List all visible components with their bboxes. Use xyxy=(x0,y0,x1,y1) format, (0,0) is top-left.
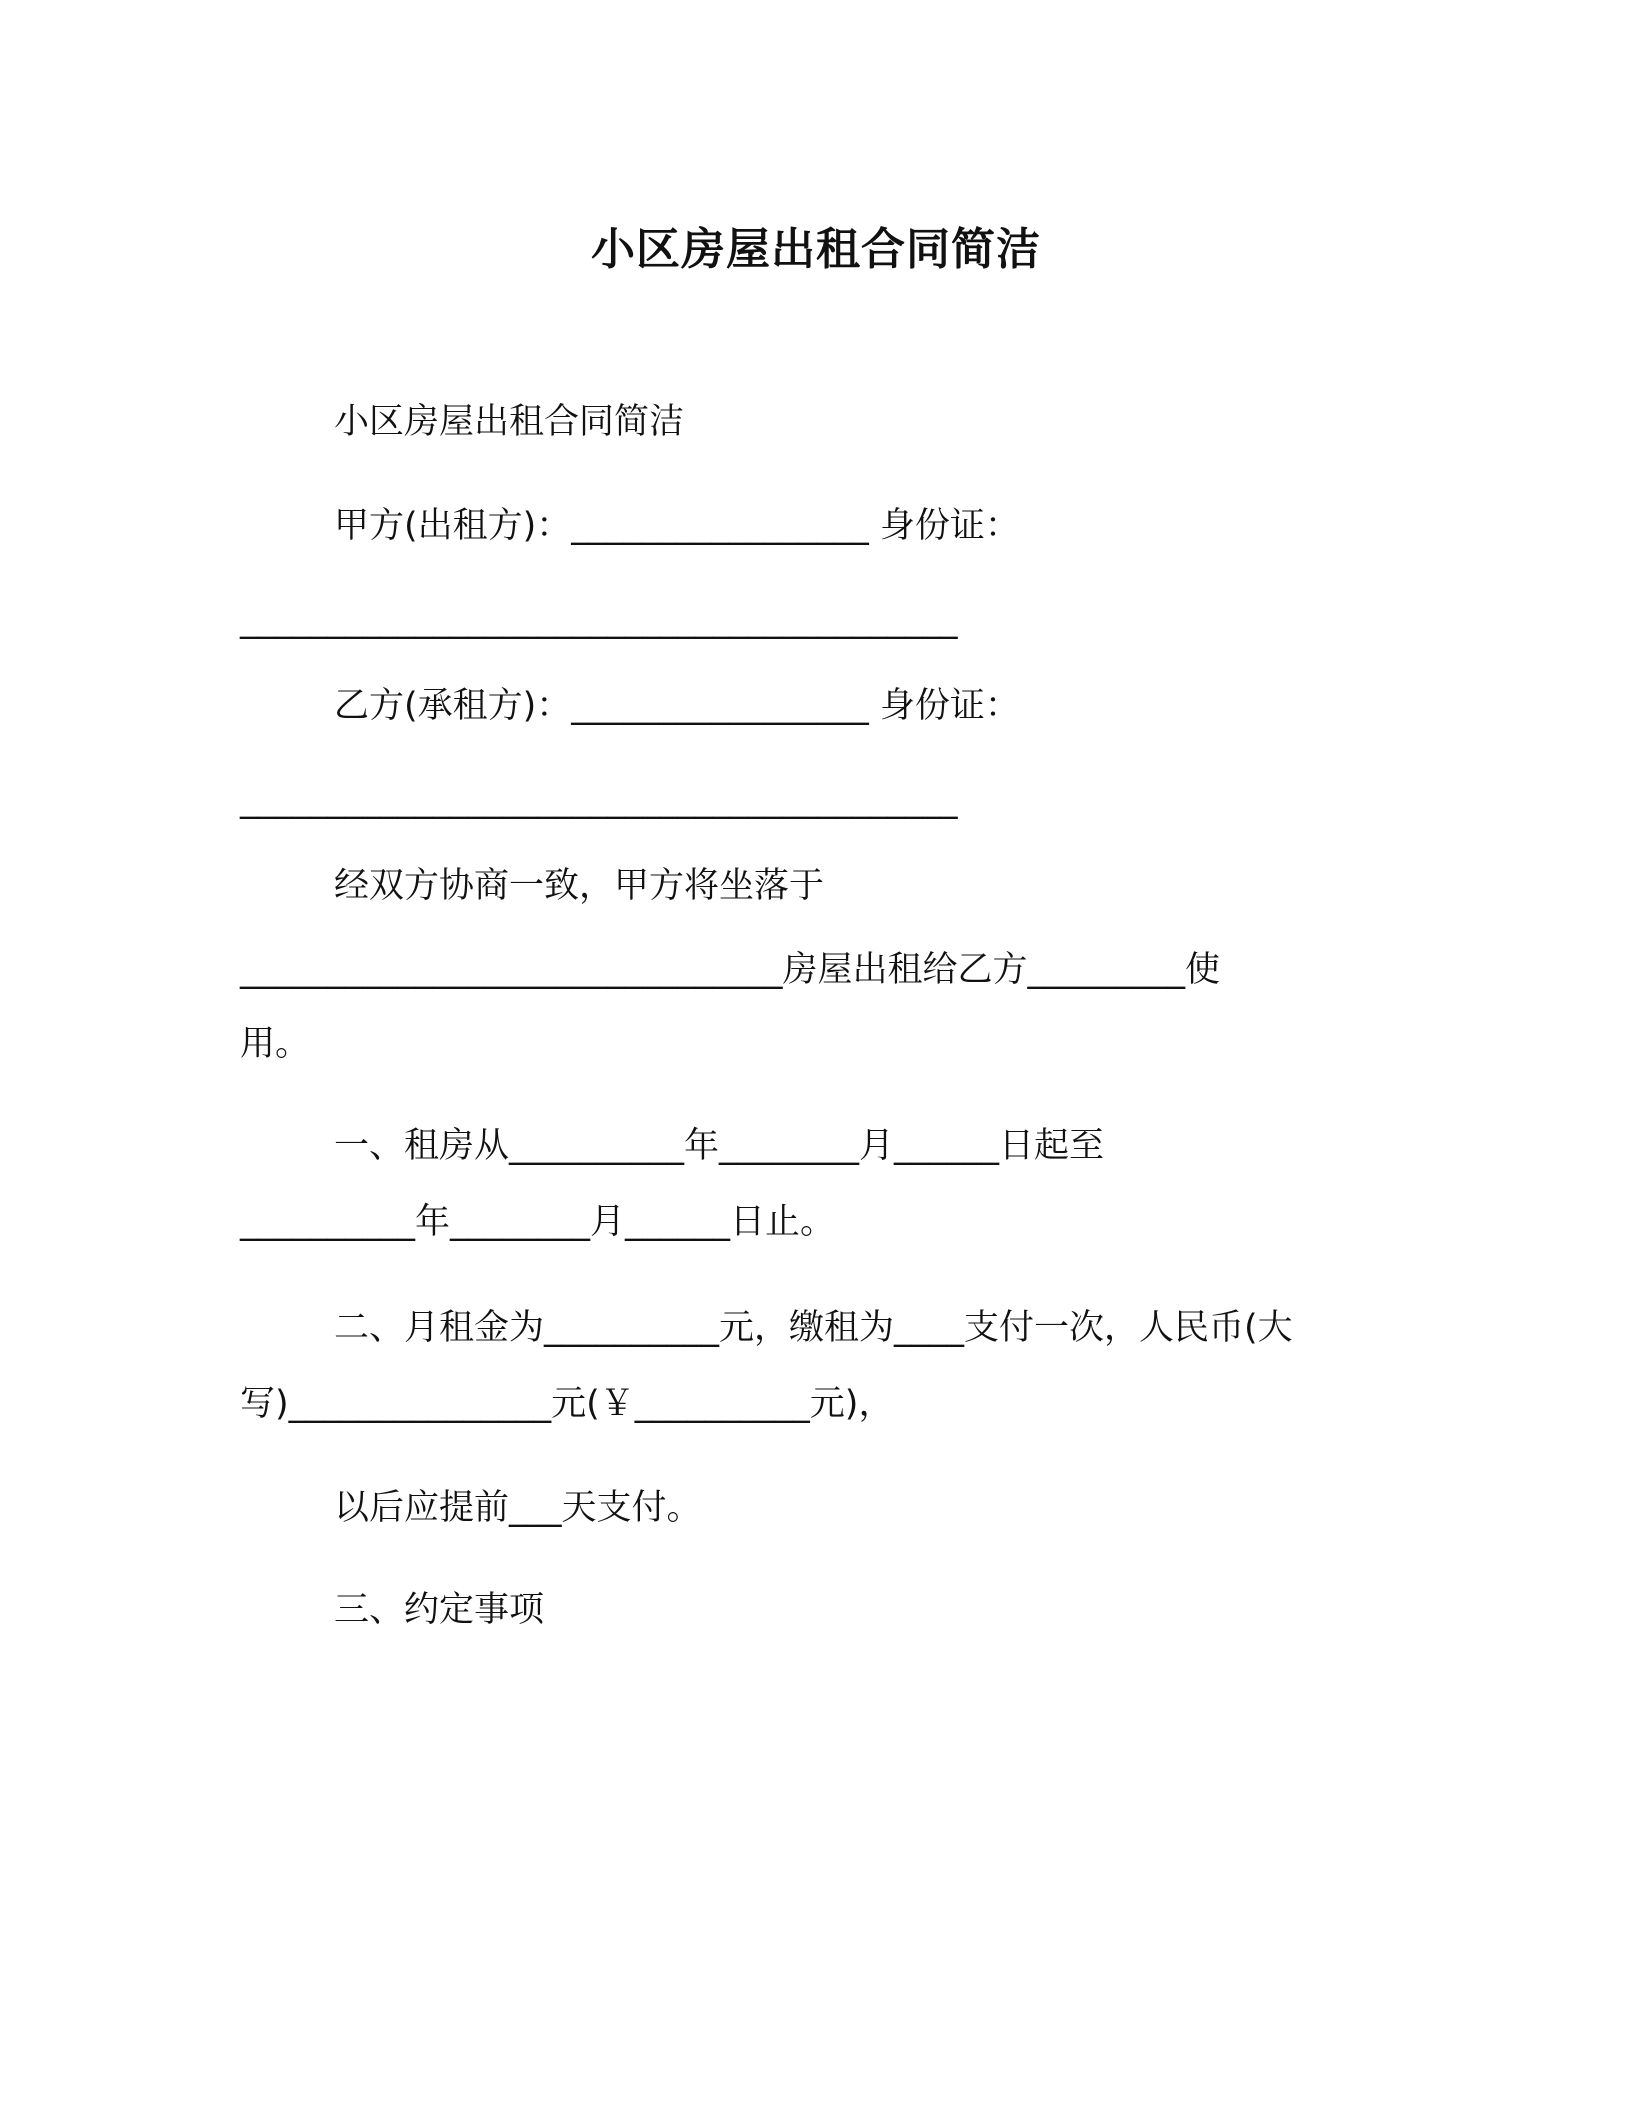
subtitle-line: 小区房屋出租合同简洁 xyxy=(334,402,685,442)
clause-2-line-2: 写)_______________元(￥__________元)， xyxy=(240,1384,894,1424)
party-a-line: 甲方(出租方)：_________________ 身份证： xyxy=(334,506,1020,546)
clause-1-line-1: 一、租房从__________年________月______日起至 xyxy=(334,1126,1105,1166)
clause-3-heading: 三、约定事项 xyxy=(334,1590,545,1630)
clause-1-line-2: __________年________月______日止。 xyxy=(240,1202,836,1242)
document-title: 小区房屋出租合同简洁 xyxy=(591,224,1041,275)
party-b-line: 乙方(承租方)：_________________ 身份证： xyxy=(334,686,1020,726)
property-location-line: _______________________________房屋出租给乙方_________使 xyxy=(240,950,1221,990)
payment-advance-line: 以后应提前___天支付。 xyxy=(334,1488,702,1528)
property-use-line: 用。 xyxy=(240,1024,311,1064)
party-a-id-blank: _________________________________________ xyxy=(240,600,958,640)
agreement-intro-line: 经双方协商一致，甲方将坐落于 xyxy=(334,866,825,906)
clause-2-line-1: 二、月租金为__________元，缴租为____支付一次，人民币(大 xyxy=(334,1308,1293,1348)
party-b-id-blank: _________________________________________ xyxy=(240,780,958,820)
